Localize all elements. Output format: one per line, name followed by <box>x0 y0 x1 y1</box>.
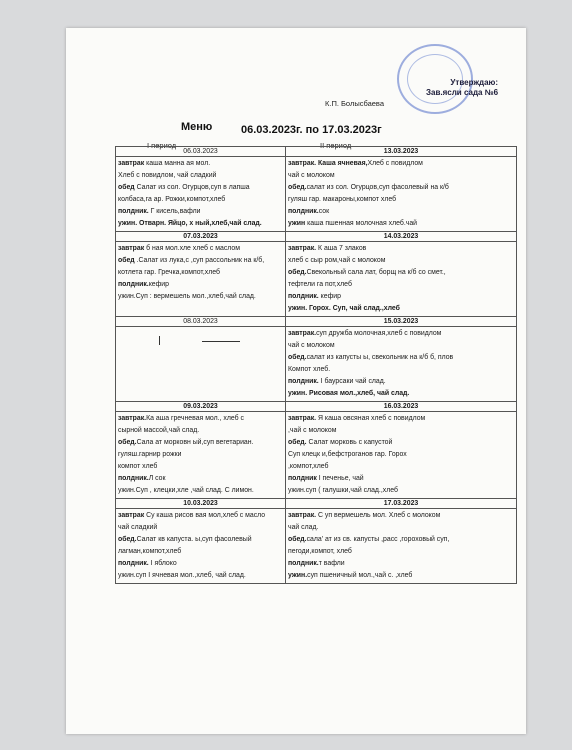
right-menu-cell <box>286 157 517 232</box>
holiday-blank <box>118 328 283 390</box>
right-menu-cell <box>286 242 517 317</box>
menu-content-row <box>116 242 517 317</box>
meal-label: полдник. <box>118 560 151 567</box>
meal-label: обед. <box>288 269 307 276</box>
meal-text: Салат морковь с капустой <box>308 439 393 446</box>
date-row <box>116 499 517 509</box>
meal-label: завтрак. <box>118 415 147 422</box>
meal-text: Сала ат морковн ый,суп вегетариан. <box>136 439 254 446</box>
meal-label: завтрак. Каша ячневая, <box>288 160 368 167</box>
menu-line <box>288 267 514 279</box>
meal-text: суп пшеничный мол.,чай с. ,хлеб <box>307 572 413 579</box>
meal-text: Л сок <box>148 475 166 482</box>
meal-label: завтрак <box>118 160 145 167</box>
menu-line <box>288 413 514 425</box>
meal-text: чай с молоком <box>288 172 335 179</box>
menu-line <box>118 291 283 303</box>
menu-line <box>288 255 514 267</box>
meal-text: колбаса,га ар. Рожки,компот,хлеб <box>118 196 226 203</box>
meal-text: ужин.суп ( галушки,чай слад.,хлеб <box>288 487 398 494</box>
meal-label: полдник. <box>118 281 149 288</box>
meal-text: Суп клецк и,бефстроганов гар. Горох <box>288 451 407 458</box>
menu-line <box>118 522 283 534</box>
menu-line <box>118 437 283 449</box>
menu-line <box>118 485 283 497</box>
menu-line <box>118 534 283 546</box>
right-menu-cell <box>286 412 517 499</box>
menu-line <box>288 328 514 340</box>
menu-line <box>118 413 283 425</box>
meal-text: хлеб с сыр ром,чай с молоком <box>288 257 386 264</box>
left-date-cell: 10.03.2023 <box>116 499 286 509</box>
menu-line <box>118 510 283 522</box>
meal-text: Салат из сол. Огурцов,суп в лапша <box>136 184 250 191</box>
pen-mark <box>159 336 160 345</box>
meal-text: кефир <box>148 281 169 288</box>
meal-text: Су каша рисов вая мол,хлеб с масло <box>146 512 266 519</box>
meal-text: каша пшенная молочная хлеб.чай <box>307 220 418 227</box>
menu-line <box>288 303 514 315</box>
right-date-cell: 17.03.2023 <box>286 499 517 509</box>
menu-line <box>288 291 514 303</box>
pen-mark <box>202 341 240 342</box>
meal-label: ужин. Отварн. Яйцо, х ный,хлеб,чай слад. <box>118 220 262 227</box>
menu-line <box>288 522 514 534</box>
meal-text: Свекольный сала лат, борщ на к/б со смет., <box>306 269 446 276</box>
meal-text: .Салат из лука,с ,суп рассольник на к/б, <box>136 257 265 264</box>
meal-text: суп дружба молочная,хлеб с повидлом <box>316 330 442 337</box>
menu-line <box>118 255 283 267</box>
meal-text: I печенье, чай <box>318 475 364 482</box>
menu-line <box>288 364 514 376</box>
menu-line <box>118 170 283 182</box>
menu-line <box>288 534 514 546</box>
meal-label: полдник. <box>288 208 319 215</box>
menu-line <box>118 461 283 473</box>
meal-label: полдник. <box>288 560 319 567</box>
menu-line <box>288 218 514 230</box>
menu-line <box>288 570 514 582</box>
meal-label: обед <box>118 184 137 191</box>
menu-line <box>288 546 514 558</box>
meal-text: б ная мол.хле хлеб с маслом <box>146 245 240 252</box>
meal-label: ужин. Рисовая мол.,хлеб, чай слад. <box>288 390 410 397</box>
approval-label: Утверждаю: <box>450 78 499 87</box>
meal-label: полдник. <box>288 293 321 300</box>
menu-line <box>118 218 283 230</box>
menu-line <box>118 425 283 437</box>
menu-line <box>288 352 514 364</box>
menu-line <box>288 340 514 352</box>
meal-text: компот хлеб <box>118 463 158 470</box>
meal-label: обед. <box>118 536 137 543</box>
menu-line <box>118 194 283 206</box>
meal-text: чай с молоком <box>288 342 335 349</box>
meal-text: лагман,компот,хлеб <box>118 548 182 555</box>
meal-text: салат из капусты ы, свекольник на к/б б, плов <box>306 354 454 361</box>
meal-label: обед. <box>288 439 309 446</box>
meal-text: ужин.Суп , клецки,хле ,чай слад. С лимон. <box>118 487 254 494</box>
meal-text: пегоди,компот, хлеб <box>288 548 352 555</box>
meal-text: чай слад. <box>288 524 319 531</box>
date-row <box>116 232 517 242</box>
meal-label: полдник. <box>118 475 149 482</box>
period-1-label: I период <box>147 141 177 150</box>
right-date-cell: 14.03.2023 <box>286 232 517 242</box>
left-menu-cell <box>116 412 286 499</box>
menu-title: Меню <box>181 121 213 133</box>
menu-line <box>288 449 514 461</box>
meal-text: Компот хлеб. <box>288 366 331 373</box>
menu-line <box>288 485 514 497</box>
meal-text: каша манна ая мол. <box>144 160 211 167</box>
menu-line <box>118 206 283 218</box>
menu-line <box>118 449 283 461</box>
meal-text: Хлеб с повидлом, чай сладкий <box>118 172 217 179</box>
meal-text: Ка аша гречневая мол., хлеб с <box>146 415 244 422</box>
meal-text: котлета гар. Гречка,компот,хлеб <box>118 269 220 276</box>
meal-text: кефир <box>320 293 341 300</box>
meal-text: сырной массой,чай слад. <box>118 427 200 434</box>
meal-text: I баурсаки чай слад. <box>318 378 386 385</box>
menu-line <box>288 243 514 255</box>
meal-label: завтрак <box>118 245 147 252</box>
meal-label: обед. <box>118 439 137 446</box>
menu-line <box>288 461 514 473</box>
left-menu-cell <box>116 242 286 317</box>
menu-content-row <box>116 157 517 232</box>
menu-line <box>288 194 514 206</box>
meal-label: ужин. Горох. Суп, чай слад.,хлеб <box>288 305 400 312</box>
menu-line <box>118 473 283 485</box>
meal-label: ужин. <box>288 572 308 579</box>
left-date-cell: 06.03.2023 <box>116 147 286 157</box>
menu-line <box>118 267 283 279</box>
meal-text: салат из сол. Огурцов,суп фасолевый на к/б <box>306 184 449 191</box>
meal-label: полдник. <box>288 378 319 385</box>
left-date-cell: 08.03.2023 <box>116 317 286 327</box>
menu-line <box>118 158 283 170</box>
menu-line <box>288 158 514 170</box>
meal-text: гуляш.гарнир рожки <box>118 451 182 458</box>
meal-text: Я каша овсяная хлеб с повидлом <box>318 415 426 422</box>
meal-text: Салат кв капуста. ы,суп фасолевый <box>136 536 252 543</box>
meal-label: полдник <box>288 475 319 482</box>
approval-position: Зав.ясли сада №6 <box>426 88 499 97</box>
meal-text: гуляш гар. макароны,компот хлеб <box>288 196 397 203</box>
menu-line <box>118 546 283 558</box>
meal-label: обед. <box>288 354 307 361</box>
menu-line <box>288 510 514 522</box>
meal-text: ,чай с молоком <box>288 427 337 434</box>
meal-text: К аша 7 злаков <box>318 245 367 252</box>
meal-label: обед <box>118 257 137 264</box>
menu-line <box>288 376 514 388</box>
menu-line <box>118 279 283 291</box>
meal-text: ужин.суп I ячневая мол.,хлеб, чай слад. <box>118 572 246 579</box>
meal-label: завтрак. <box>288 330 317 337</box>
date-row <box>116 402 517 412</box>
menu-line <box>288 182 514 194</box>
left-menu-cell <box>116 509 286 584</box>
menu-table <box>115 146 517 584</box>
meal-text: ужин.Суп : вермешель мол.,хлеб,чай слад. <box>118 293 256 300</box>
meal-label: ужин <box>288 220 308 227</box>
meal-label: завтрак. <box>288 245 319 252</box>
date-row <box>116 317 517 327</box>
menu-line <box>118 558 283 570</box>
left-date-cell: 09.03.2023 <box>116 402 286 412</box>
meal-text: тефтели га пот,хлеб <box>288 281 352 288</box>
menu-content-row <box>116 327 517 402</box>
meal-text: сала' ат из св. капусты ,расс ,гороховый суп, <box>306 536 450 543</box>
meal-text: Хлеб с повидлом <box>367 160 423 167</box>
menu-line <box>288 279 514 291</box>
menu-line <box>288 558 514 570</box>
menu-date-range: 06.03.2023г. по 17.03.2023г <box>241 124 382 136</box>
signer-name: К.П. Болысбаева <box>325 99 384 108</box>
meal-text: т вафли <box>318 560 345 567</box>
right-menu-cell <box>286 509 517 584</box>
approval-block <box>426 78 498 98</box>
menu-line <box>118 243 283 255</box>
right-date-cell: 15.03.2023 <box>286 317 517 327</box>
right-date-cell: 13.03.2023 <box>286 147 517 157</box>
menu-line <box>288 437 514 449</box>
meal-text: чай сладкий <box>118 524 158 531</box>
menu-line <box>288 388 514 400</box>
meal-label: обед. <box>288 536 307 543</box>
meal-label: завтрак. <box>288 415 319 422</box>
right-date-cell: 16.03.2023 <box>286 402 517 412</box>
meal-label: полдник. <box>118 208 151 215</box>
meal-text: I яблоко <box>150 560 177 567</box>
menu-line <box>288 170 514 182</box>
right-menu-cell <box>286 327 517 402</box>
menu-line <box>288 206 514 218</box>
meal-text: Г кисель,вафли <box>150 208 201 215</box>
meal-label: завтрак. <box>288 512 319 519</box>
left-date-cell: 07.03.2023 <box>116 232 286 242</box>
date-row <box>116 147 517 157</box>
meal-text: С уп вермешель мол. Хлеб с молоком <box>318 512 441 519</box>
meal-text: ,компот,хлеб <box>288 463 329 470</box>
menu-line <box>288 425 514 437</box>
menu-line <box>288 473 514 485</box>
meal-label: обед. <box>288 184 307 191</box>
menu-line <box>118 570 283 582</box>
menu-line <box>118 182 283 194</box>
left-menu-cell <box>116 157 286 232</box>
meal-label: завтрак <box>118 512 147 519</box>
meal-text: сок <box>318 208 330 215</box>
left-menu-cell <box>116 327 286 402</box>
period-2-label: II период <box>320 141 352 150</box>
menu-content-row <box>116 412 517 499</box>
menu-content-row <box>116 509 517 584</box>
